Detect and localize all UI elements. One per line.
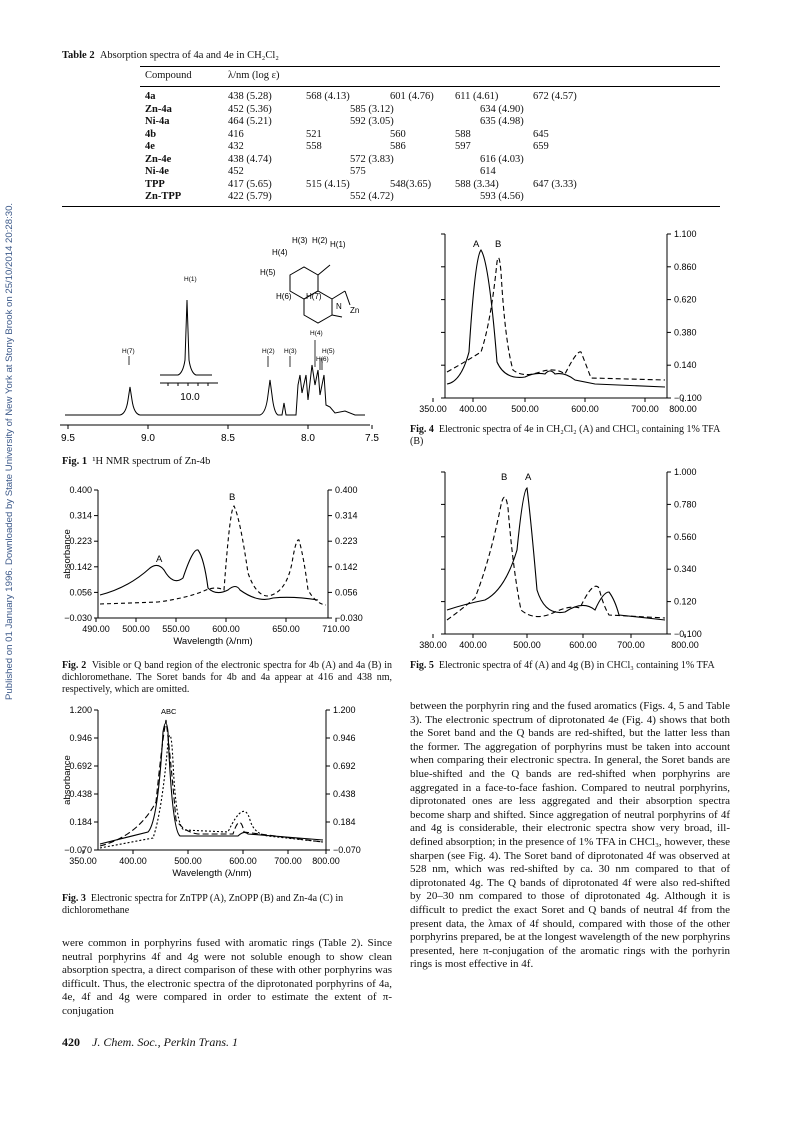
x-tick: 710.00 [322,624,350,634]
series-A [100,550,318,600]
axis-tick: 9.5 [61,433,75,444]
structure-label: H(6) [276,292,292,301]
y-tick: 1.100 [674,229,697,239]
x-tick: 700.00 [617,640,645,650]
structure-label: H(2) [312,236,328,245]
fig2-chart [58,478,398,656]
table-cell-value: 586 [390,141,406,152]
series-A [447,250,665,387]
table-cell-value: 659 [533,141,549,152]
y-axis-label: absorbance [62,529,73,579]
series-B [100,506,326,605]
peak-label: H(2) [262,348,275,355]
x-tick: 800.00 [671,640,699,650]
series-label-B: B [501,472,508,483]
x-tick: 600.00 [569,640,597,650]
table-cell-compound: Zn-4a [145,103,172,115]
table-cell-value: 614 [480,166,496,177]
table-cell-value: 416 [228,128,244,140]
fig2-caption: Fig. 2 Visible or Q band region of the electronic spectra for 4b (A) and 4a (B) in dichloromethane. The Soret bands for 4b and 4a appear at 416 and 438 nm, respectively, which are omitted. [62,660,392,695]
series-C [100,735,323,848]
y-tick: 0.438 [69,789,92,799]
y-tick: −0.070 [333,845,361,855]
table-cell-value: 452 (5.36) [228,103,272,115]
x-tick: 500.00 [122,624,150,634]
table-cell-value: 647 (3.33) [533,178,577,190]
x-tick: 400.00 [119,856,147,866]
table-cell-value: 422 (5.79) [228,191,272,202]
series-label-A: A [473,239,480,250]
y-tick: 1.200 [333,705,356,715]
structure-label: H(1) [330,240,346,249]
table-cell-compound: 4e [145,141,155,152]
y-tick: 0.692 [333,761,356,771]
structure-label: H(7) [306,292,322,301]
table-cell-value: 432 [228,141,244,152]
peak-label: H(4) [310,330,323,337]
axis-tick: 8.0 [301,433,315,444]
table-cell-value: 592 (3.05) [350,116,394,127]
y-tick: −0.100 [674,393,702,403]
y-tick: 0.140 [674,360,697,371]
y-tick: 0.400 [69,485,92,495]
y-tick: 0.223 [69,536,92,547]
table-cell-value: 452 [228,166,244,177]
series-A [447,488,665,620]
axis-tick: 8.5 [221,433,235,444]
table-cell-value: 635 (4.98) [480,116,524,127]
x-tick: 700.00 [274,856,302,866]
x-tick: 500.00 [511,404,539,414]
body-text-left: were common in porphyrins fused with aromatic rings (Table 2). Since neutral porphyrins 4f and 4g were not soluble enough to show clean absorption spectra, a direct comparison of these with other porphyrins was difficult. Thus, the electronic spectra of the diprotonated porphyrins of 4a, 4e, 4f and 4g were compared in order to estimate the extent of π-conjugation [62,937,392,1017]
peak-label: H(3) [284,348,297,355]
table-cell-value: 438 (4.74) [228,153,272,165]
series-label-B: B [229,492,236,503]
structure-label: H(3) [292,236,308,245]
col-compound: Compound [145,70,192,81]
structure-label: Zn [350,306,360,315]
fig4-caption: Fig. 4 Electronic spectra of 4e in CH₂Cl₂ (A) and CHCl₃ containing 1% TFA (B) [410,424,720,447]
y-tick: 0.120 [674,596,697,607]
fig5-caption: Fig. 5 Electronic spectra of 4f (A) and 4g (B) in CHCl₃ containing 1% TFA [410,660,715,671]
series-label-A: A [156,554,163,565]
y-tick: 0.142 [335,561,358,572]
table-cell-value: 575 [350,166,366,177]
fig1-nmr [60,225,380,455]
table-cell-compound: Ni-4a [145,116,170,127]
table-cell-compound: 4a [145,91,156,102]
table-cell-value: 588 [455,128,471,140]
fig1-caption: Fig. 1 ¹H NMR spectrum of Zn-4b [62,456,211,467]
table-cell-value: 601 (4.76) [390,91,434,102]
table-cell-value: 585 (3.12) [350,103,394,115]
y-tick: 1.000 [674,467,697,477]
y-tick: 0.223 [335,536,358,547]
axis-tick: 7.5 [365,433,379,444]
y-tick: 0.620 [674,294,697,305]
table-cell-value: 417 (5.65) [228,178,272,190]
x-tick: 800.00 [669,404,697,414]
table-cell-value: 560 [390,128,406,140]
y-tick: 0.438 [333,789,356,799]
x-tick: 400.00 [459,404,487,414]
x-axis-label: Wavelength (λ/nm) [173,636,253,647]
table-cell-value: 464 (5.21) [228,116,272,127]
y-tick: 0.692 [69,761,92,771]
table-cell-value: 672 (4.57) [533,91,577,102]
y-tick: 0.314 [335,510,358,521]
table-cell-value: 568 (4.13) [306,91,350,102]
series-B [447,258,665,380]
table-cell-compound: Zn-4e [145,153,172,165]
peak-label: H(5) [322,348,335,355]
x-tick: 400.00 [459,640,487,650]
axis-tick: 9.0 [141,433,155,444]
structure-label: N [336,302,342,311]
x-tick: 500.00 [174,856,202,866]
x-tick: 550.00 [162,624,190,634]
structure-label: H(5) [260,268,276,277]
fig3-caption: Fig. 3 Electronic spectra for ZnTPP (A), ZnOPP (B) and Zn-4a (C) in dichloromethane [62,893,344,916]
y-tick: 0.780 [674,499,697,510]
y-tick: 0.056 [335,587,358,598]
series-labels-ABC: ABC [161,707,177,716]
y-tick: −0.070 [64,845,92,855]
y-tick: 0.400 [335,485,358,495]
x-tick: 380.00 [419,640,447,650]
table-cell-compound: TPP [145,178,165,190]
peak-label: H(7) [122,348,135,355]
fig5-chart [405,460,730,656]
structure-label: H(4) [272,248,288,257]
table-cell-compound: 4b [145,128,157,140]
x-tick: 600.00 [212,624,240,634]
table-cell-value: 548(3.65) [390,178,432,190]
table-cell-value: 438 (5.28) [228,91,272,102]
x-tick: 700.00 [631,404,659,414]
side-note: Published on 01 January 1996. Downloaded by State University of New York at Stony Brook on 25/10/2014 20:28:30. [4,202,15,700]
svg-text:10.0: 10.0 [180,392,200,403]
y-tick: −0.100 [674,629,702,639]
table-cell-value: 552 (4.72) [350,191,394,202]
y-tick: 0.314 [69,510,92,521]
y-tick: 0.380 [674,327,697,338]
table-cell-value: 588 (3.34) [455,178,499,190]
table-cell-value: 616 (4.03) [480,153,524,165]
series-label-B: B [495,239,502,250]
series-label-A: A [525,472,532,483]
y-tick: 0.946 [333,733,356,743]
peak-label: H(6) [316,356,329,363]
fig4-chart [405,222,730,416]
table-cell-compound: Zn-TPP [145,191,182,202]
y-tick: 0.560 [674,531,697,542]
table-cell-value: 611 (4.61) [455,91,499,102]
table-cell-value: 634 (4.90) [480,103,524,115]
y-tick: −0.030 [335,613,363,623]
fig3-chart [58,702,398,890]
table-cell-value: 572 (3.83) [350,153,394,165]
table-cell-value: 558 [306,141,322,152]
x-tick: 600.00 [229,856,257,866]
x-tick: 650.00 [272,624,300,634]
table-cell-value: 515 (4.15) [306,178,350,190]
y-tick: 1.200 [69,705,92,715]
x-tick: 600.00 [571,404,599,414]
table-caption: Table 2 Absorption spectra of 4a and 4e in CH₂Cl₂ [62,50,279,61]
series-A [100,723,323,844]
x-axis-label: Wavelength (λ/nm) [172,868,252,879]
x-tick: 500.00 [513,640,541,650]
table-cell-value: 597 [455,141,471,152]
series-B [100,720,323,846]
table-cell-value: 593 (4.56) [480,191,524,202]
x-tick: 350.00 [419,404,447,414]
page-footer: 420 J. Chem. Soc., Perkin Trans. 1 [62,1035,238,1049]
y-tick: 0.340 [674,564,697,575]
table-cell-value: 521 [306,128,322,140]
y-tick: 0.860 [674,261,697,272]
body-text-right: between the porphyrin ring and the fused aromatics (Figs. 4, 5 and Table 3). The electronic spectrum of diprotonated 4e (Fig. 4) shows that both the Soret band and the Q bands are red-shifted, but the latter less than the former. The aggregation of porphyrins must be taken into account when comparing their electronic spectra. In general, the Soret bands are blue-shifted and the Q bands are red-shifted when porphyrins are aggregated in a face-to-face fashion. Compared to neutral porphyrins, diprotonated ones are less aggregated and their absorption spectra become sharp and shifted. Since aggregation of neutral porphyrins of 4f and 4g is considerable, their electronic spectra show very broad, ill-defined absorption; in the presence of 1% TFA in CHCl₃, however, these sharpen (see Fig. 4). The Soret band of diprotonated 4f was observed at 528 nm, which was red-shifted by ca. 30 nm compared to that of diprotonated 4g. The Q bands of diprotonated 4f were also red-shifted by 20–30 nm compared to those of diprotonated 4g. Although it is difficult to predict the exact Soret and Q bands of neutral 4f from the present data, the λmax of 4f should, compared with those of the other porphyrins prepared, be at the longest wavelength of the new porphyrins presented, here π-conjugation of the aromatic rings with the porhyrin rings is most effective in 4f. [410,700,730,971]
y-axis-label: absorbance [62,755,73,805]
y-tick: 0.184 [333,817,356,827]
x-tick: 490.00 [82,624,110,634]
table-cell-value: 645 [533,128,549,140]
table-cell-compound: Ni-4e [145,166,169,177]
peak-label: H(1) [184,276,197,283]
y-tick: 0.184 [69,817,92,827]
y-tick: 0.056 [69,587,92,598]
x-tick: 350.00 [69,856,97,866]
y-tick: 0.142 [69,561,92,572]
y-tick: 0.946 [69,733,92,743]
y-tick: −0.030 [64,613,92,623]
col-lambda: λ/nm (log ε) [228,70,280,81]
x-tick: 800.00 [312,856,340,866]
